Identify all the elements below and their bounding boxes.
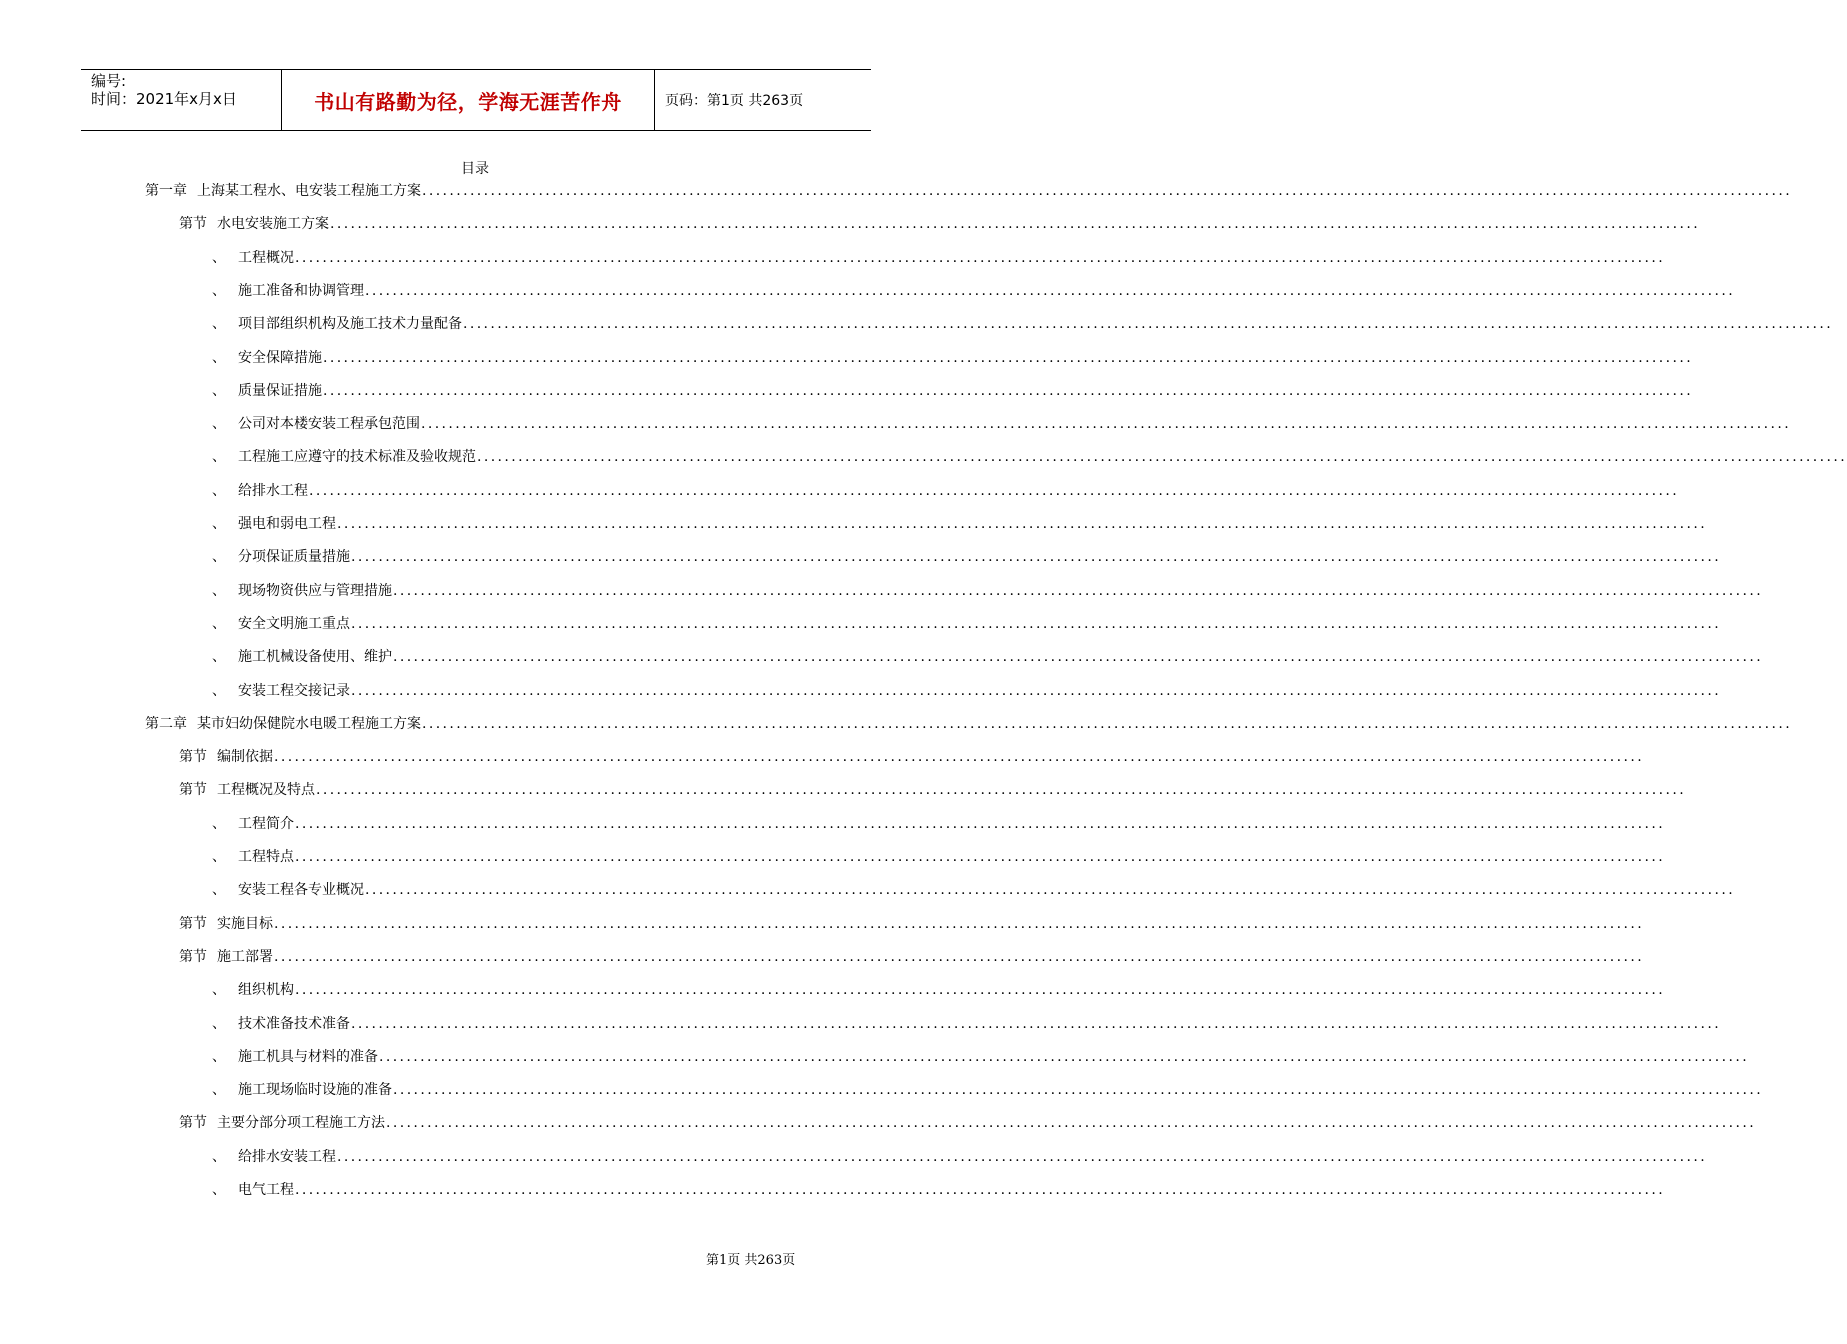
toc-entry[interactable]: [212, 613, 1722, 635]
toc-entry[interactable]: [179, 779, 1687, 801]
toc-entry[interactable]: [212, 646, 1764, 668]
toc-entry[interactable]: [212, 1046, 1750, 1068]
toc-entry[interactable]: [212, 1179, 1666, 1201]
toc-leader-dots: ........................................................................................................................................................................................................: [295, 249, 1666, 266]
toc-leader-dots: ........................................................................................................................................................................................................: [295, 849, 1666, 865]
toc-entry-title: 强电和弱电工程: [238, 516, 336, 532]
toc-entry-title: 上海某工程水、电安装工程施工方案: [197, 183, 421, 199]
toc-entry-title: 实施目标: [217, 915, 273, 932]
toc-entry[interactable]: [212, 1146, 1708, 1168]
toc-leader-dots: ........................................................................................................................................................................................................: [365, 282, 1736, 299]
toc-leader-dots: ........................................................................................................................................................................................................: [379, 1048, 1750, 1065]
toc-entry[interactable]: [212, 979, 1666, 1001]
toc-leader-dots: ........................................................................................................................................................................................................: [309, 482, 1680, 499]
toc-leader-dots: ........................................................................................................................................................................................................: [274, 915, 1645, 932]
page-header: [81, 69, 871, 131]
toc-entry[interactable]: [179, 913, 1645, 935]
toc-entry-number: 、: [212, 849, 226, 865]
toc-entry-number: 第节: [179, 1115, 207, 1132]
toc-entry-title: 组织机构: [238, 982, 294, 999]
toc-entry[interactable]: [212, 1079, 1764, 1101]
toc-entry-title: 施工机械设备使用、维护: [238, 649, 392, 666]
toc-entry[interactable]: [212, 580, 1764, 602]
toc-entry[interactable]: [212, 846, 1666, 868]
toc-entry[interactable]: [179, 1112, 1757, 1134]
toc-entry-number: 、: [212, 882, 226, 899]
toc-leader-dots: ........................................................................................................................................................................................................: [316, 782, 1687, 799]
toc-entry-number: 、: [212, 282, 226, 299]
toc-entry-title: 编制依据: [217, 749, 273, 766]
toc-entry[interactable]: [179, 946, 1645, 968]
toc-leader-dots: ........................................................................................................................................................................................................: [295, 815, 1666, 832]
toc-leader-dots: ........................................................................................................................................................................................................: [295, 982, 1666, 999]
toc-leader-dots: ........................................................................................................................................................................................................: [330, 216, 1701, 233]
toc-entry-title: 给排水工程: [238, 482, 308, 499]
toc-entry-title: 施工机具与材料的准备: [238, 1048, 378, 1065]
toc-entry-title: 工程简介: [238, 815, 294, 832]
toc-entry[interactable]: [179, 746, 1645, 768]
toc-entry-number: 第节: [179, 216, 207, 233]
toc-leader-dots: ........................................................................................................................................................................................................: [337, 1148, 1708, 1165]
toc-entry-number: 、: [212, 982, 226, 999]
toc-entry-number: 、: [212, 316, 226, 333]
toc-entry[interactable]: [179, 213, 1701, 235]
toc-leader-dots: ........................................................................................................................................................................................................: [274, 749, 1645, 766]
toc-leader-dots: ........................................................................................................................................................................................................: [351, 549, 1722, 566]
toc-entry-number: 、: [212, 482, 226, 499]
toc-leader-dots: ........................................................................................................................................................................................................: [365, 882, 1736, 899]
toc-entry[interactable]: [212, 280, 1736, 302]
toc-entry-title: 电气工程: [238, 1182, 294, 1198]
toc-entry-number: 、: [212, 582, 226, 599]
toc-entry-title: 技术准备技术准备: [238, 1015, 350, 1032]
toc-entry-title: 公司对本楼安装工程承包范围: [238, 416, 420, 433]
page-footer: 第1页 共263页: [706, 1253, 796, 1268]
toc-leader-dots: ........................................................................................................................................................................................................: [323, 349, 1694, 366]
header-page-info: 页码：第1页 共263页: [665, 93, 804, 109]
toc-entry-title: 分项保证质量措施: [238, 549, 350, 566]
toc-leader-dots: ........................................................................................................................................................................................................: [393, 649, 1764, 666]
toc-entry[interactable]: [212, 413, 1792, 435]
toc-leader-dots: ........................................................................................................................................................................................................: [421, 416, 1792, 433]
toc-entry[interactable]: [212, 879, 1736, 901]
toc-leader-dots: ........................................................................................................................................................................................................: [463, 316, 1834, 333]
toc-entry-number: 、: [212, 349, 226, 366]
toc-entry-title: 水电安装施工方案: [217, 216, 329, 233]
toc-entry-number: 、: [212, 1015, 226, 1032]
toc-entry-title: 项目部组织机构及施工技术力量配备: [238, 316, 462, 333]
toc-entry[interactable]: [145, 713, 1793, 735]
toc-entry[interactable]: [212, 446, 1847, 468]
toc-leader-dots: ........................................................................................................................................................................................................: [323, 382, 1694, 399]
toc-leader-dots: ........................................................................................................................................................................................................: [274, 948, 1645, 965]
time-label: 时间：2021年x月x日: [91, 90, 237, 108]
toc-entry-title: 安装工程交接记录: [238, 682, 350, 699]
toc-entry[interactable]: [145, 180, 1793, 202]
toc-leader-dots: ........................................................................................................................................................................................................: [351, 682, 1722, 699]
toc-entry-number: 、: [212, 1082, 226, 1099]
toc-entry-title: 安装工程各专业概况: [238, 882, 364, 899]
toc-entry-number: 第节: [179, 749, 207, 766]
toc-entry-number: 、: [212, 1148, 226, 1165]
toc-leader-dots: ........................................................................................................................................................................................................: [337, 516, 1708, 532]
toc-entry[interactable]: [212, 513, 1708, 535]
toc-entry-title: 现场物资供应与管理措施: [238, 582, 392, 599]
toc-entry-number: 、: [212, 249, 226, 266]
toc-entry[interactable]: [212, 380, 1694, 402]
toc-leader-dots: ........................................................................................................................................................................................................: [295, 1182, 1666, 1198]
toc-leader-dots: ........................................................................................................................................................................................................: [422, 183, 1793, 199]
toc-entry-number: 第二章: [145, 715, 187, 732]
toc-entry-number: 第一章: [145, 183, 187, 199]
toc-entry-title: 施工部署: [217, 948, 273, 965]
toc-entry-number: 、: [212, 649, 226, 666]
toc-entry-title: 某市妇幼保健院水电暖工程施工方案: [197, 715, 421, 732]
toc-entry-number: 第节: [179, 915, 207, 932]
toc-entry-number: 、: [212, 449, 226, 466]
toc-entry[interactable]: [212, 347, 1694, 369]
toc-entry-title: 主要分部分项工程施工方法: [217, 1115, 385, 1132]
toc-entry-title: 施工准备和协调管理: [238, 282, 364, 299]
toc-leader-dots: ........................................................................................................................................................................................................: [393, 1082, 1764, 1099]
toc-entry[interactable]: [212, 1013, 1722, 1035]
toc-entry-number: 、: [212, 516, 226, 532]
toc-entry-title: 给排水安装工程: [238, 1148, 336, 1165]
toc-entry-number: 、: [212, 382, 226, 399]
toc-entry[interactable]: [212, 247, 1666, 269]
toc-entry-number: 、: [212, 1048, 226, 1065]
toc-entry-number: 第节: [179, 948, 207, 965]
toc-entry-number: 、: [212, 416, 226, 433]
toc-entry-title: 工程施工应遵守的技术标准及验收规范: [238, 449, 476, 466]
header-motto: 书山有路勤为径，学海无涯苦作舟: [282, 70, 655, 130]
toc-leader-dots: ........................................................................................................................................................................................................: [351, 1015, 1722, 1032]
toc-entry-number: 、: [212, 1182, 226, 1198]
toc-entry-title: 施工现场临时设施的准备: [238, 1082, 392, 1099]
toc-entry-title: 工程概况: [238, 249, 294, 266]
toc-entry[interactable]: [212, 546, 1722, 568]
toc-entry-number: 、: [212, 682, 226, 699]
toc-leader-dots: ........................................................................................................................................................................................................: [386, 1115, 1757, 1132]
toc-entry[interactable]: [212, 480, 1680, 502]
toc-entry-title: 安全保障措施: [238, 349, 322, 366]
header-meta: [81, 70, 282, 130]
toc-leader-dots: ........................................................................................................................................................................................................: [422, 715, 1793, 732]
toc-entry-title: 质量保证措施: [238, 382, 322, 399]
toc-entry-number: 、: [212, 615, 226, 632]
toc-title: 目录: [461, 161, 489, 177]
toc-entry-title: 工程特点: [238, 849, 294, 865]
toc-entry-title: 安全文明施工重点: [238, 615, 350, 632]
toc-entry-title: 工程概况及特点: [217, 782, 315, 799]
toc-leader-dots: ........................................................................................................................................................................................................: [477, 449, 1847, 466]
toc-leader-dots: ........................................................................................................................................................................................................: [351, 615, 1722, 632]
toc-entry[interactable]: [212, 313, 1834, 335]
toc-entry-number: 、: [212, 549, 226, 566]
toc-entry-number: 第节: [179, 782, 207, 799]
id-label: 编号:: [91, 72, 127, 90]
toc-entry[interactable]: [212, 813, 1666, 835]
toc-entry-number: 、: [212, 815, 226, 832]
toc-leader-dots: ........................................................................................................................................................................................................: [393, 582, 1764, 599]
toc-entry[interactable]: [212, 680, 1722, 702]
